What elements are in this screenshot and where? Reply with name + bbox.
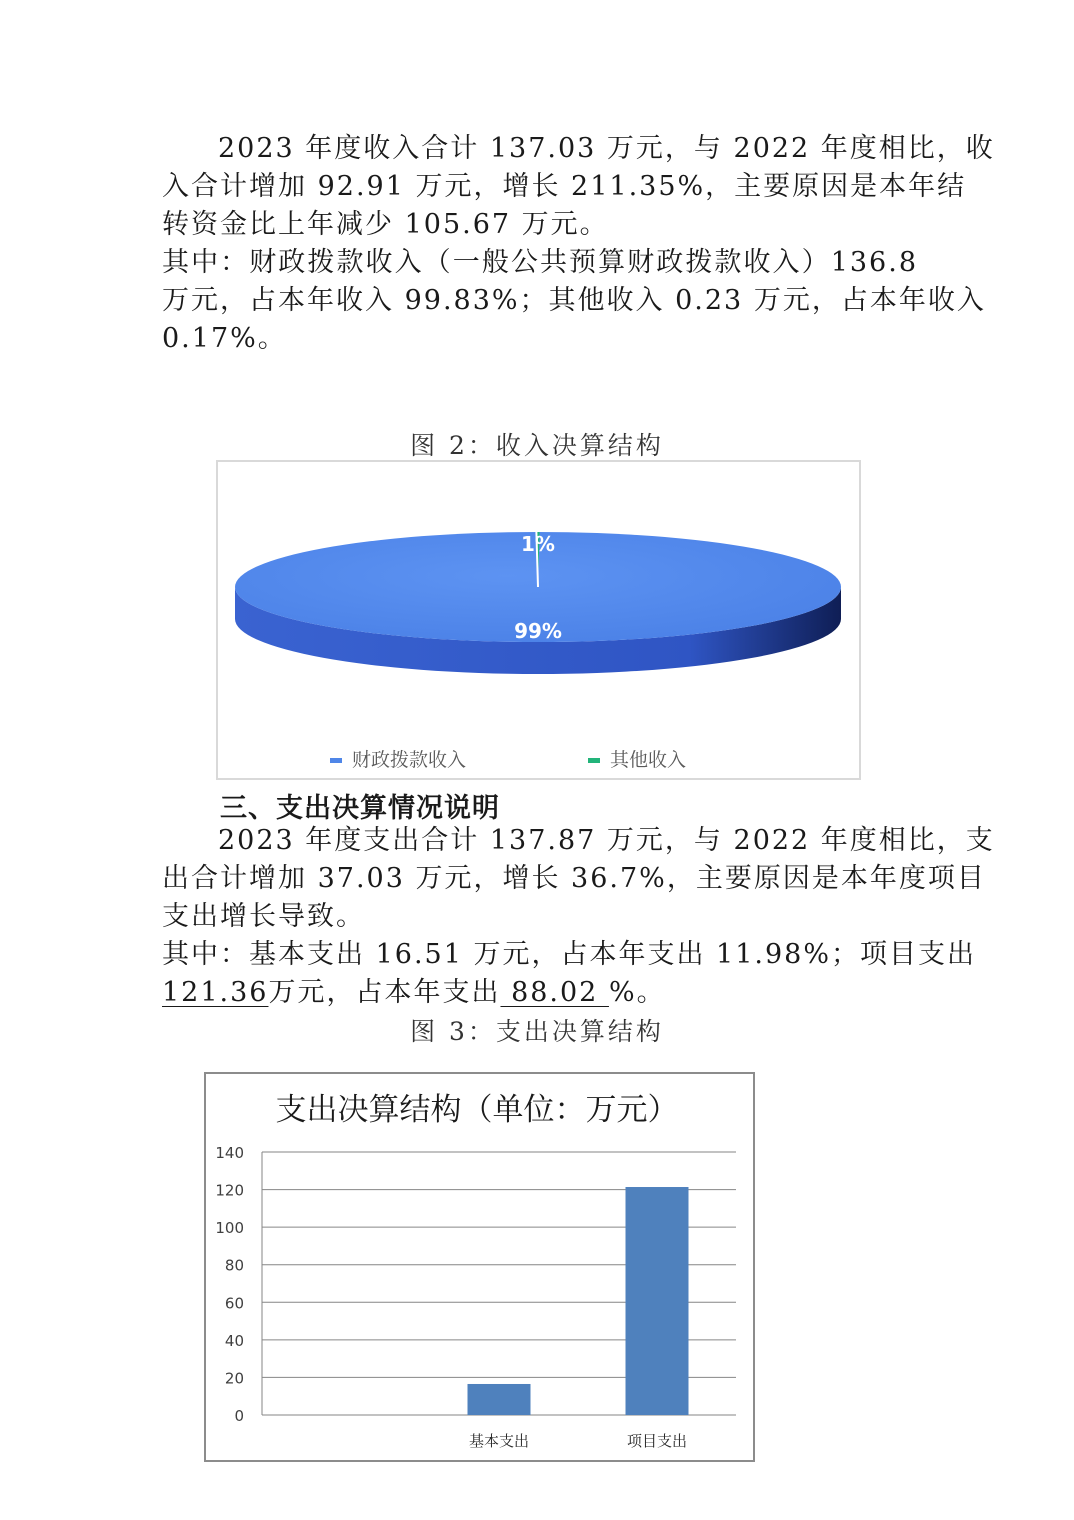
para2-line1: 其中：财政拨款收入（一般公共预算财政拨款收入）136.8 xyxy=(162,247,918,278)
section3-line5-end: %。 xyxy=(608,977,666,1008)
figure3-caption: 图 3：支出决算结构 xyxy=(410,1017,664,1046)
y-tick-label: 120 xyxy=(215,1181,244,1200)
y-tick-label: 100 xyxy=(215,1219,244,1238)
pie-legend xyxy=(330,749,686,771)
section3-line4: 其中：基本支出 16.51 万元，占本年支出 11.98%；项目支出 xyxy=(162,939,976,970)
para2-line3: 0.17%。 xyxy=(162,323,287,354)
y-tick-label: 140 xyxy=(215,1144,244,1162)
figure2-caption: 图 2：收入决算结构 xyxy=(410,431,664,460)
bar-basic-expense xyxy=(468,1384,531,1415)
para1-line3: 转资金比上年减少 105.67 万元。 xyxy=(162,209,609,240)
section3-line3: 支出增长导致。 xyxy=(162,901,365,932)
bar-project-expense xyxy=(626,1187,689,1415)
bar-svg xyxy=(206,1074,753,1460)
section3-heading: 三、支出决算情况说明 xyxy=(220,793,500,824)
legend-swatch-fiscal xyxy=(330,758,342,763)
pie-label-other: 1% xyxy=(521,532,555,556)
section3-line2: 出合计增加 37.03 万元，增长 36.7%，主要原因是本年度项目 xyxy=(162,863,986,894)
expense-bar-chart xyxy=(204,1072,755,1462)
y-tick-label: 60 xyxy=(224,1294,244,1313)
legend-swatch-other xyxy=(588,758,600,763)
y-tick-label: 80 xyxy=(224,1256,244,1275)
section3-line5 xyxy=(162,974,918,1012)
income-pie-chart xyxy=(216,460,861,780)
legend-label-other: 其他收入 xyxy=(610,749,687,771)
pie-label-fiscal: 99% xyxy=(514,619,562,643)
x-tick-label: 基本支出 xyxy=(468,1432,530,1450)
project-expense-share-value: 88.02 xyxy=(500,977,609,1008)
legend-label-fiscal: 财政拨款收入 xyxy=(352,749,467,771)
x-tick-label: 项目支出 xyxy=(626,1432,688,1450)
para1-line2: 入合计增加 92.91 万元，增长 211.35%，主要原因是本年结 xyxy=(162,171,967,202)
section3-line1: 2023 年度支出合计 137.87 万元，与 2022 年度相比，支 xyxy=(218,825,995,856)
para2-line2: 万元，占本年收入 99.83%；其他收入 0.23 万元，占本年收入 xyxy=(162,285,986,316)
bar-chart-title: 支出决算结构（单位：万元） xyxy=(275,1092,679,1128)
para1-line1: 2023 年度收入合计 137.03 万元，与 2022 年度相比，收 xyxy=(218,133,995,164)
y-tick-label: 40 xyxy=(224,1331,244,1350)
pie-svg xyxy=(218,462,859,778)
basic-expense-total-value: 121.36 xyxy=(162,977,269,1008)
y-tick-label: 0 xyxy=(234,1407,244,1425)
section3-line5-mid: 万元，占本年支出 xyxy=(268,977,501,1008)
y-tick-label: 20 xyxy=(224,1369,244,1388)
